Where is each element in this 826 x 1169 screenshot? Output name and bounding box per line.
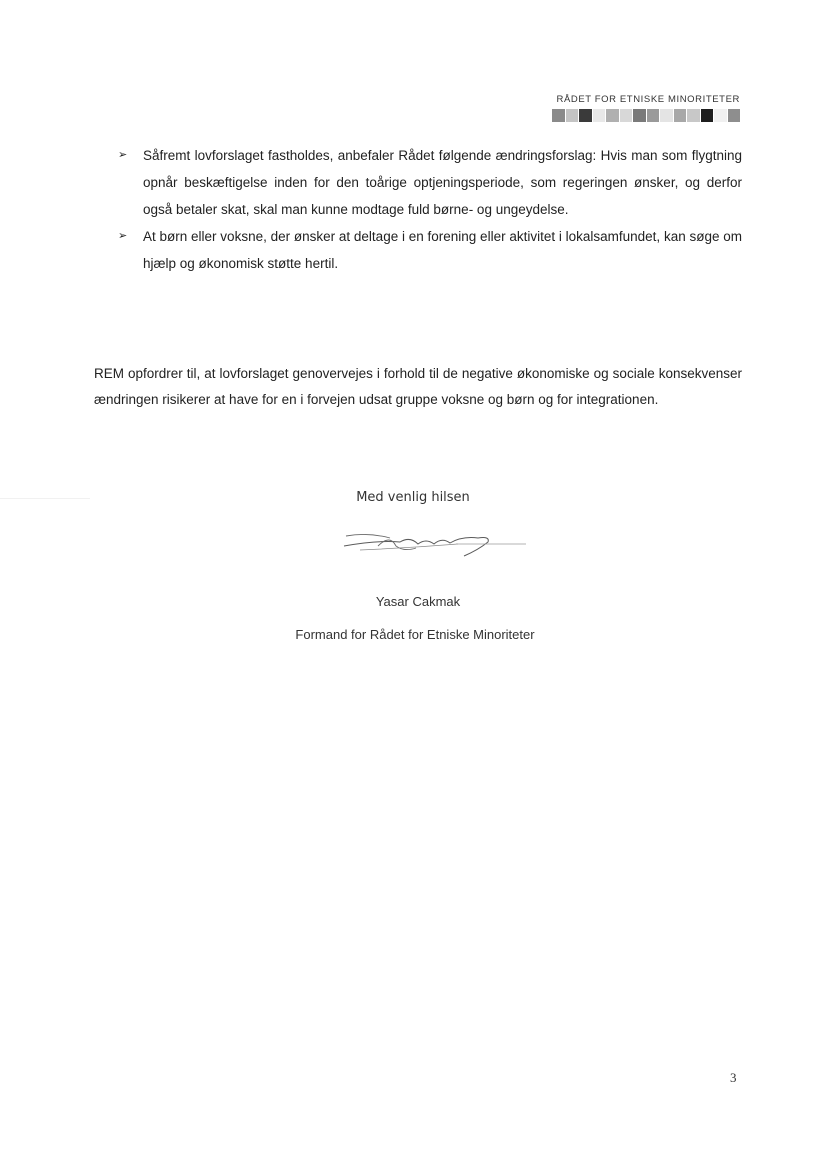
recommendation-text: Såfremt lovforslaget fastholdes, anbefaler Rådet følgende ændringsforslag: Hvis man som flygtning opnår beskæftigelse inden for den toårige optjeningsperiode, som regeringen ønsker, og derfor også betaler skat, skal man kunne modtage fuld børne- og ungeydelse. xyxy=(143,148,742,217)
logo-color-square xyxy=(593,109,606,122)
recommendation-text: At børn eller voksne, der ønsker at deltage i en forening eller aktivitet i lokalsamfundet, kan søge om hjælp og økonomisk støtte hertil. xyxy=(143,229,742,271)
logo-color-square xyxy=(552,109,565,122)
recommendation-item xyxy=(118,142,742,223)
logo-color-square xyxy=(728,109,741,122)
logo-color-square xyxy=(606,109,619,122)
logo-color-square xyxy=(701,109,714,122)
recommendation-item xyxy=(118,223,742,277)
logo-color-square xyxy=(647,109,660,122)
organization-name: RÅDET FOR ETNISKE MINORITETER xyxy=(556,94,740,105)
arrow-bullet-icon: ➢ xyxy=(118,149,128,161)
recommendation-list xyxy=(118,142,742,277)
logo-color-square xyxy=(620,109,633,122)
handwritten-signature xyxy=(338,522,528,562)
logo-color-square xyxy=(687,109,700,122)
organization-logo xyxy=(552,94,740,122)
logo-color-bar xyxy=(552,109,740,122)
closing-greeting: Med venlig hilsen xyxy=(356,490,470,505)
signer-title: Formand for Rådet for Etniske Minoriteter xyxy=(295,627,535,642)
logo-color-square xyxy=(674,109,687,122)
conclusion-paragraph: REM opfordrer til, at lovforslaget genovervejes i forhold til de negative økonomiske og sociale konsekvenser ændringen risikerer at have for en i forvejen udsat gruppe voksne og børn og for integrationen. xyxy=(94,366,742,407)
logo-color-square xyxy=(566,109,579,122)
logo-color-square xyxy=(633,109,646,122)
arrow-bullet-icon: ➢ xyxy=(118,230,128,242)
signer-name: Yasar Cakmak xyxy=(375,594,461,609)
logo-color-square xyxy=(579,109,592,122)
page-number: 3 xyxy=(730,1070,737,1085)
logo-color-square xyxy=(714,109,727,122)
logo-color-square xyxy=(660,109,673,122)
